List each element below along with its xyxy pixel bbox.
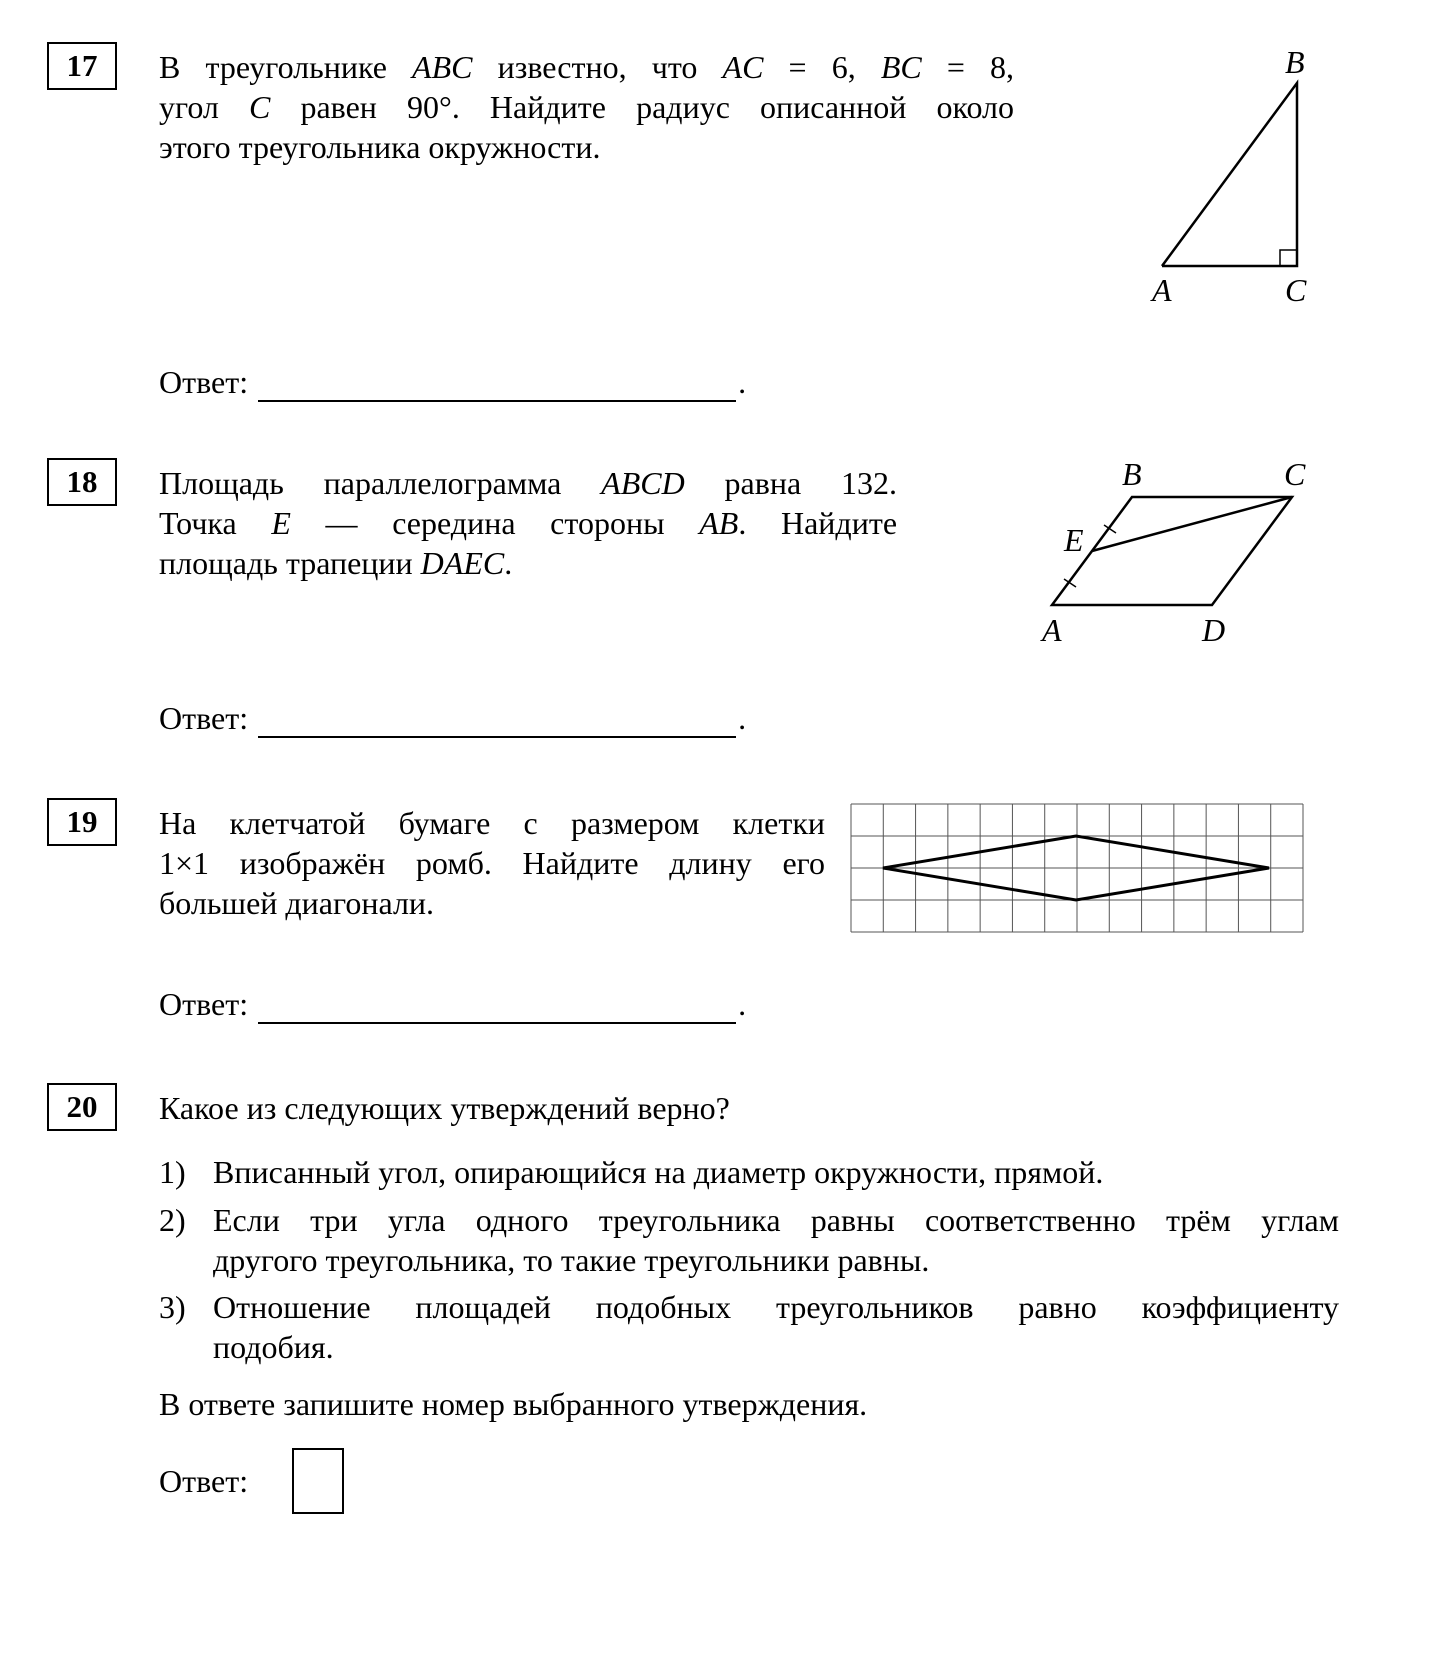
option-2-text-line-2: другого треугольника, то такие треугольники равны. bbox=[213, 1242, 930, 1278]
right-angle-mark bbox=[1280, 250, 1297, 266]
answer-dot: . bbox=[738, 700, 747, 736]
task-19-answer bbox=[159, 984, 746, 1024]
triangle-abc bbox=[1162, 83, 1297, 266]
parallelogram-figure bbox=[1030, 455, 1340, 655]
task-20-question-text: Какое из следующих утверждений верно? bbox=[159, 1090, 730, 1126]
task-20-instruction bbox=[159, 1384, 1159, 1424]
task-18-line-3: площадь трапеции DAEC. bbox=[159, 545, 513, 581]
label-b: B bbox=[1285, 44, 1305, 80]
answer-field-17[interactable] bbox=[258, 374, 736, 402]
label-c: C bbox=[1285, 272, 1307, 308]
task-17-text bbox=[159, 47, 1014, 167]
task-18-answer bbox=[159, 698, 746, 738]
label-a: A bbox=[1152, 272, 1172, 308]
option-2-text-line-1: Если три угла одного треугольника равны соответственно трём углам bbox=[213, 1202, 1339, 1238]
task-20-question bbox=[159, 1088, 1059, 1128]
option-3 bbox=[159, 1287, 1339, 1367]
task-19-line-2: 1×1 изображён ромб. Найдите длину его bbox=[159, 845, 825, 881]
task-19-line-1: На клетчатой бумаге с размером клетки bbox=[159, 805, 825, 841]
answer-label: Ответ: bbox=[159, 986, 249, 1022]
task-18-text bbox=[159, 463, 897, 583]
option-3-number: 3) bbox=[159, 1289, 186, 1325]
option-3-text-line-1: Отношение площадей подобных треугольников равно коэффициенту bbox=[213, 1289, 1339, 1325]
answer-field-18[interactable] bbox=[258, 710, 736, 738]
task-17-line-1: В треугольнике ABC известно, что AC = 6, BC = 8, bbox=[159, 49, 1015, 85]
option-2-number: 2) bbox=[159, 1202, 186, 1238]
option-1 bbox=[159, 1152, 1339, 1192]
task-18-line-1: Площадь параллелограмма ABCD равна 132. bbox=[159, 465, 897, 501]
answer-field-19[interactable] bbox=[258, 996, 736, 1024]
task-19-line-3: большей диагонали. bbox=[159, 885, 435, 921]
task-number-20: 20 bbox=[47, 1083, 117, 1131]
task-number-17: 17 bbox=[47, 42, 117, 90]
task-17-answer bbox=[159, 362, 746, 402]
task-18-line-2: Точка E — середина стороны AB. Найдите bbox=[159, 505, 898, 541]
task-17-line-3: этого треугольника окружности. bbox=[159, 129, 601, 165]
right-triangle-figure bbox=[1140, 40, 1340, 310]
parallelogram-abcd bbox=[1052, 497, 1292, 605]
label-b: B bbox=[1122, 456, 1142, 492]
task-17-line-2: угол C равен 90°. Найдите радиус описанной около bbox=[159, 89, 1015, 125]
grid-rhombus-figure bbox=[850, 803, 1310, 935]
option-3-text-line-2: подобия. bbox=[213, 1329, 334, 1365]
task-19-text bbox=[159, 803, 825, 923]
task-number-19: 19 bbox=[47, 798, 117, 846]
option-2 bbox=[159, 1200, 1339, 1280]
segment-ec bbox=[1092, 497, 1292, 551]
task-20-answer bbox=[159, 1448, 344, 1514]
answer-label: Ответ: bbox=[159, 1463, 249, 1499]
answer-dot: . bbox=[738, 986, 747, 1022]
option-1-text: Вписанный угол, опирающийся на диаметр окружности, прямой. bbox=[213, 1154, 1104, 1190]
answer-label: Ответ: bbox=[159, 364, 249, 400]
option-1-number: 1) bbox=[159, 1154, 186, 1190]
answer-dot: . bbox=[738, 364, 747, 400]
label-e: E bbox=[1064, 522, 1084, 558]
label-a: A bbox=[1042, 612, 1062, 648]
answer-box-20[interactable] bbox=[292, 1448, 344, 1514]
instruction-text: В ответе запишите номер выбранного утверждения. bbox=[159, 1386, 868, 1422]
grid-lines bbox=[851, 804, 1303, 932]
task-number-18: 18 bbox=[47, 458, 117, 506]
answer-label: Ответ: bbox=[159, 700, 249, 736]
label-c: C bbox=[1284, 456, 1306, 492]
label-d: D bbox=[1202, 612, 1226, 648]
